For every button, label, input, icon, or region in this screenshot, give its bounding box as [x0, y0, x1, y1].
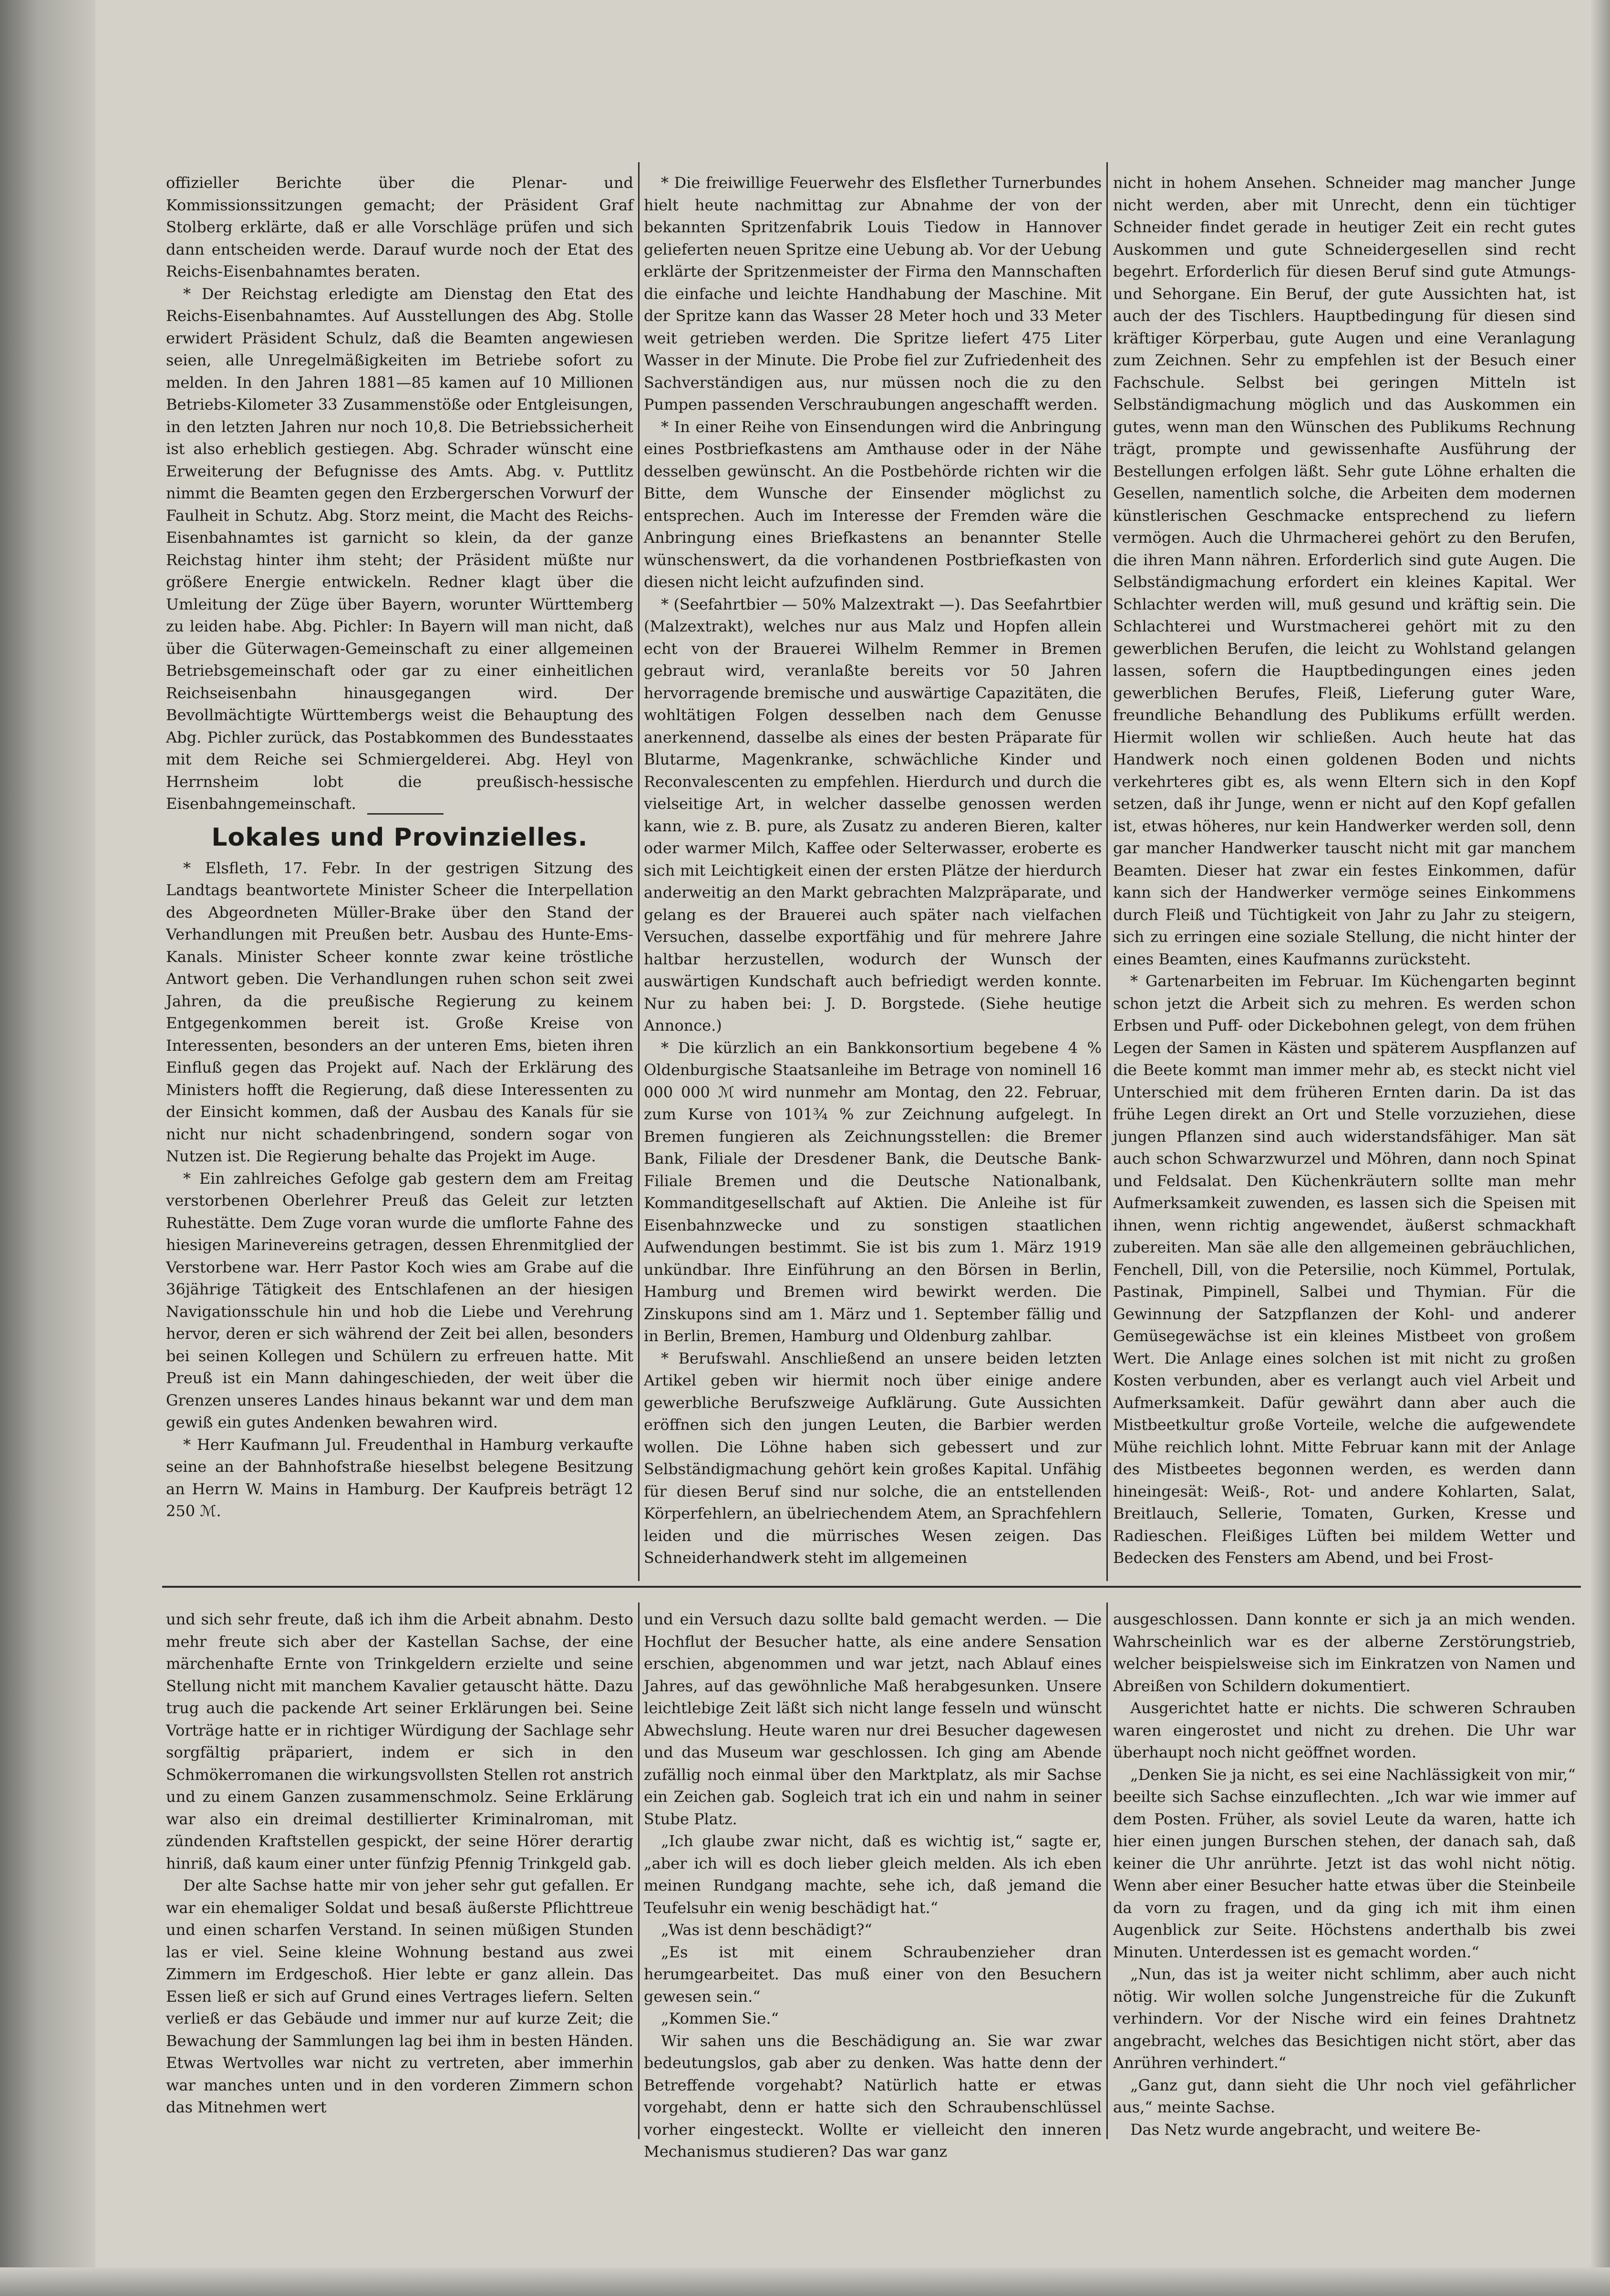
feuilleton-divider	[162, 1586, 1581, 1588]
story-paragraph: Wir sahen uns die Beschädigung an. Sie war zwar bedeutungslos, gab aber zu denken. Was hatte denn der Betreffende vorgehabt? Natürlich hatte er etwas vorgehabt, denn er hatte sich den Schraubenschlüssel vorher eingesteckt. Wollte er vielleicht den inneren Mechanismus studieren? Das war ganz	[644, 2031, 1102, 2161]
story-paragraph: „Nun, das ist ja weiter nicht schlimm, aber auch nicht nötig. Wir wollen solche Jungenstreiche für die Zukunft verhindern. Vor der Nische wird ein feines Drahtnetz angebracht, welches das Besichtigen nicht stört, aber das Anrühren verhindert.“	[1113, 1965, 1576, 2072]
article-paragraph: * Die freiwillige Feuerwehr des Elsflether Turnerbundes hielt heute nachmittag zur Abnahme der von der bekannten Spritzenfabrik Louis Tiedow in Hannover gelieferten neuen Spritze eine Uebung ab. Vor der Uebung erklärte der Spritzenmeister der Firma den Mannschaften die einfache und leichte Handhabung der Maschine. Mit der Spritze kann das Wasser 28 Meter hoch und 33 Meter weit getrieben werden. Die Spritze liefert 475 Liter Wasser in der Minute. Die Probe fiel zur Zufriedenheit des Sachverständigen aus, nur müssen noch die zu den Pumpen passenden Verschraubungen angeschafft werden.	[644, 174, 1102, 414]
column-rule-4	[1106, 1603, 1108, 2139]
article-paragraph: * In einer Reihe von Einsendungen wird die Anbringung eines Postbriefkastens am Amthause oder in der Nähe desselben gewünscht. An die Postbehörde richten wir die Bitte, dem Wunsche der Einsender möglichst zu entsprechen. Auch im Interesse der Fremden wäre die Anbringung eines Briefkastens an benannter Stelle wünschenswert, da die vorhandenen Postbriefkasten von diesen nicht leicht aufzufinden sind.	[644, 417, 1102, 591]
article-paragraph: offizieller Berichte über die Plenar- und Kommissionssitzungen gemacht; der Präsident Graf Stolberg erklärte, daß er alle Vorschläge prüfen und sich dann entscheiden werde. Darauf wurde noch der Etat des Reichs-Eisenbahnamtes beraten.	[166, 174, 633, 280]
article-paragraph: * Der Reichstag erledigte am Dienstag den Etat des Reichs-Eisenbahnamtes. Auf Ausstellungen des Abg. Stolle erwidert Präsident Schulz, daß die Beamten angewiesen seien, alle Unregelmäßigkeiten im Betriebe sofort zu melden. In den Jahren 1881—85 kamen auf 10 Millionen Betriebs-Kilometer 33 Zusammenstöße oder Entgleisungen, in den letzten Jahren nur noch 10,8. Die Betriebssicherheit ist also erheblich gestiegen. Abg. Schrader wünscht eine Erweiterung der Befugnisse des Amts. Abg. v. Puttlitz nimmt die Beamten gegen den Erzbergerschen Vorwurf der Faulheit in Schutz. Abg. Storz meint, die Macht des Reichs-Eisenbahnamtes ist garnicht so klein, da der ganze Reichstag hinter ihm steht; der Präsident müßte nur größere Energie entwickeln. Redner klagt über die Umleitung der Züge über Bayern, worunter Württemberg zu leiden habe. Abg. Pichler: In Bayern will man nicht, daß über die Güterwagen-Gemeinschaft zu einer allgemeinen Betriebsgemeinschaft oder gar zu einer einheitlichen Reichseisenbahn hinausgegangen wird. Der Bevollmächtigte Württembergs weist die Behauptung des Abg. Pichler zurück, das Postabkommen des Bundesstaates mit dem Reiche sei Schmiergelderei. Abg. Heyl von Herrnsheim lobt die preußisch-hessische Eisenbahngemeinschaft.	[166, 284, 633, 813]
story-paragraph: Der alte Sachse hatte mir von jeher sehr gut gefallen. Er war ein ehemaliger Soldat und besaß äußerste Pflichttreue und einen scharfen Verstand. In seinen müßigen Stunden las er viel. Seine kleine Wohnung bestand aus zwei Zimmern im Erdgeschoß. Hier lebte er ganz allein. Das Essen ließ er sich auf Grund eines Vertrages liefern. Selten verließ er das Gebäude und immer nur auf kurze Zeit; die Bewachung der Sammlungen lag bei ihm in besten Händen. Etwas Wertvolles war nicht zu vertreten, aber immerhin war manches unten und in den vorderen Zimmern schon das Mitnehmen wert	[166, 1876, 633, 2116]
story-paragraph: und sich sehr freute, daß ich ihm die Arbeit abnahm. Desto mehr freute sich aber der Kastellan Sachse, der eine märchenhafte Ernte von Trinkgeldern erzielte und seine Stellung nicht mit manchem Kavalier getauscht hätte. Dazu trug auch die packende Art seiner Erklärungen bei. Seine Vorträge hatte er in richtiger Würdigung der Sachlage sehr sorgfältig präpariert, indem er sich in den Schmökerromanen die wirkungsvollsten Stellen rot anstrich und zu einem Ganzen zusammenschmolz. Seine Erklärung war also ein dreimal destillierter Kriminalroman, mit zündenden Kraftstellen gespickt, der seine Hörer derartig hinriß, daß kaum einer unter fünfzig Pfennig Trinkgeld gab.	[166, 1610, 633, 1872]
story-paragraph: „Kommen Sie.“	[661, 2009, 779, 2027]
article-paragraph: * Ein zahlreiches Gefolge gab gestern dem am Freitag verstorbenen Oberlehrer Preuß das Geleit zur letzten Ruhestätte. Dem Zuge voran wurde die umflorte Fahne des hiesigen Marinevereins getragen, dessen Ehrenmitglied der Verstorbene war. Herr Pastor Koch wies am Grabe auf die 36jährige Tätigkeit des Entschlafenen an der hiesigen Navigationsschule hin und hob die Liebe und Verehrung hervor, deren er sich während der Zeit bei allen, besonders bei seinen Kollegen und Schülern zu erfreuen hatte. Mit Preuß ist ein Mann dahingeschieden, der weit über die Grenzen unseres Landes hinaus bekannt war und dem man gewiß ein gutes Andenken bewahren wird.	[166, 1169, 633, 1431]
story-paragraph: Ausgerichtet hatte er nichts. Die schweren Schrauben waren eingerostet und nicht zu drehen. Die Uhr war überhaupt noch nicht geöffnet worden.	[1113, 1699, 1576, 1761]
lower-column-3	[1113, 1608, 1576, 2138]
story-paragraph: „Ganz gut, dann sieht die Uhr noch viel gefährlicher aus,“ meinte Sachse.	[1113, 2076, 1576, 2116]
article-paragraph: * (Seefahrtbier — 50% Malzextrakt —). Das Seefahrtbier (Malzextrakt), welches nur aus Malz und Hopfen allein echt von der Brauerei Wilhelm Remmer in Bremen gebraut wird, veranlaßte bereits vor 50 Jahren hervorragende bremische und auswärtige Capazitäten, die wohltätigen Folgen desselben nach dem Genusse anerkennend, dasselbe als eines der besten Präparate für Blutarme, Magenkranke, schwächliche Kinder und Reconvalescenten zu empfehlen. Hierdurch und durch die vielseitige Art, in welcher dasselbe genossen werden kann, wie z. B. pure, als Zusatz zu anderen Bieren, kalter oder warmer Milch, Kaffee oder Selterwasser, eroberte es sich mit Leichtigkeit einen der ersten Plätze der hierdurch anderweitig an den Markt gebrachten Malzpräparate, und gelang es der Brauerei auch später nach vielfachen Versuchen, dasselbe exportfähig und für mehrere Jahre haltbar herzustellen, wodurch der Wunsch der auswärtigen Kundschaft auch befriedigt werden konnte. Nur zu haben bei: J. D. Borgstede. (Siehe heutige Annonce.)	[644, 595, 1102, 1034]
lower-column-1	[166, 1608, 633, 2138]
scan-border-left	[0, 0, 95, 2296]
scan-border-bottom	[0, 2267, 1610, 2296]
story-paragraph: „Es ist mit einem Schraubenzieher dran herumgearbeitet. Das muß einer von den Besuchern gewesen sein.“	[644, 1943, 1102, 2006]
column-rule-2	[1106, 162, 1108, 1581]
story-paragraph: ausgeschlossen. Dann konnte er sich ja an mich wenden. Wahrscheinlich war es der alberne Zerstörungstrieb, welcher beispielsweise sich im Einkratzen von Namen und Abreißen von Schildern dokumentiert.	[1113, 1610, 1576, 1695]
story-paragraph: „Denken Sie ja nicht, es sei eine Nachlässigkeit von mir,“ beeilte sich Sachse einzuflechten. „Ich war wie immer auf dem Posten. Früher, als soviel Leute da waren, hatte ich hier einen jungen Burschen stehen, der danach sah, daß keiner die Uhr anrührte. Jetzt ist das wohl nicht nötig. Wenn aber einer Besucher hatte etwas über die Steinbeile da vorn zu fragen, und da ging ich mit ihm einen Augenblick zur Seite. Höchstens anderthalb bis zwei Minuten. Unterdessen ist es gemacht worden.“	[1113, 1765, 1576, 1961]
article-paragraph: * Berufswahl. Anschließend an unsere beiden letzten Artikel geben wir hiermit noch über einige andere gewerbliche Berufszweige Aufklärung. Gute Aussichten eröffnen sich den jungen Leuten, die Barbier werden wollen. Die Löhne haben sich gebessert und zur Selbständigmachung gehört kein großes Kapital. Unfähig für diesen Beruf sind nur solche, die an entstellenden Körperfehlern, an übelriechendem Atem, an Sprachfehlern leiden und die mürrisches Wesen zeigen. Das Schneiderhandwerk steht im allgemeinen	[644, 1349, 1102, 1567]
story-paragraph: „Ich glaube zwar nicht, daß es wichtig ist,“ sagte er, „aber ich will es doch lieber gleich melden. Als ich eben meinen Rundgang machte, sehe ich, daß jemand die Teufelsuhr ein wenig beschädigt hat.“	[644, 1832, 1102, 1917]
column-rule-1	[638, 162, 640, 1581]
lower-column-2	[644, 1608, 1102, 2161]
story-paragraph: und ein Versuch dazu sollte bald gemacht werden. — Die Hochflut der Besucher hatte, als eine andere Sensation erschien, abgenommen und war jetzt, nach Ablauf eines Jahres, auf das gewöhnliche Maß herabgesunken. Unsere leichtlebige Zeit läßt sich nicht lange fesseln und wünscht Abwechslung. Heute waren nur drei Besucher dagewesen und das Museum war geschlossen. Ich ging am Abende zufällig noch einmal über den Marktplatz, als mir Sachse ein Zeichen gab. Sogleich trat ich ein und nahm in seiner Stube Platz.	[644, 1610, 1102, 1828]
column-rule-3	[638, 1603, 640, 2139]
article-paragraph: * Herr Kaufmann Jul. Freudenthal in Hamburg verkaufte seine an der Bahnhofstraße hieselbst belegene Besitzung an Herrn W. Mains in Hamburg. Der Kaufpreis beträgt 12 250 ℳ.	[166, 1435, 633, 1520]
story-paragraph: Das Netz wurde angebracht, und weitere Be-	[1130, 2120, 1481, 2139]
upper-column-3	[1113, 172, 1576, 1579]
article-paragraph: * Die kürzlich an ein Bankkonsortium begebene 4 % Oldenburgische Staatsanleihe im Betrage von nominell 16 000 000 ℳ wird nunmehr am Montag, den 22. Februar, zum Kurse von 101¾ % zur Zeichnung aufgelegt. In Bremen fungieren als Zeichnungsstellen: die Bremer Bank, Filiale der Dresdener Bank, die Deutsche Bank-Filiale Bremen und die Deutsche Nationalbank, Kommanditgesellschaft auf Aktien. Die Anleihe ist für Eisenbahnzwecke und zu sonstigen staatlichen Aufwendungen bestimmt. Sie ist bis zum 1. März 1919 unkündbar. Ihre Einführung an den Börsen in Berlin, Hamburg und Bremen wird bewirkt werden. Die Zinskupons sind am 1. März und 1. September fällig und in Berlin, Bremen, Hamburg und Oldenburg zahlbar.	[644, 1038, 1102, 1345]
article-paragraph: nicht in hohem Ansehen. Schneider mag mancher Junge nicht werden, aber mit Unrecht, denn ein tüchtiger Schneider findet gerade in heutiger Zeit ein recht gutes Auskommen und gute Schneidergesellen sind recht begehrt. Erforderlich für diesen Beruf sind gute Atmungs- und Sehorgane. Ein Beruf, der gute Aussichten hat, ist auch der des Tischlers. Hauptbedingung für diesen sind kräftiger Körperbau, gute Augen und eine Veranlagung zum Zeichnen. Sehr zu empfehlen ist der Besuch einer Fachschule. Selbst bei geringen Mitteln ist Selbständigmachung möglich und das Auskommen ein gutes, wenn man den Wünschen des Publikums Rechnung trägt, prompte und gewissenhafte Ausführung der Bestellungen erfolgen läßt. Sehr gute Löhne erhalten die Gesellen, namentlich solche, die Arbeiten dem modernen künstlerischen Geschmacke entsprechend zu liefern vermögen. Auch die Uhrmacherei gehört zu den Berufen, die ihren Mann nähren. Erforderlich sind gute Augen. Die Selbständigmachung erfordert ein kleines Kapital. Wer Schlachter werden will, muß gesund und kräftig sein. Die Schlachterei und Wurstmacherei gehört mit zu den gewerblichen Berufen, die leicht zu Wohlstand gelangen lassen, sofern die Hauptbedingungen eines jeden gewerblichen Berufes, Fleiß, Lieferung guter Ware, freundliche Behandlung des Publikums erfüllt werden. Hiermit wollen wir schließen. Auch heute hat das Handwerk noch einen goldenen Boden und nichts verkehrteres gibt es, als wenn Eltern sich in den Kopf setzen, daß ihr Junge, wenn er nicht auf den Kopf gefallen ist, etwas höheres, nur kein Handwerker werden soll, denn gar mancher Handwerker tauscht nicht mit gar manchem Beamten. Dieser hat zwar ein festes Einkommen, dafür kann sich der Handwerker vermöge seines Einkommens durch Fleiß und Tüchtigkeit von Jahr zu Jahr zu steigern, sich zu erringen eine soziale Stellung, die nicht hinter der eines Beamten, eines Kaufmanns zurücksteht.	[1113, 174, 1576, 968]
section-heading: Lokales und Provinzielles.	[211, 823, 588, 852]
heading-underline	[367, 813, 444, 815]
story-paragraph: „Was ist denn beschädigt?“	[661, 1921, 872, 1939]
article-paragraph: * Elsfleth, 17. Febr. In der gestrigen Sitzung des Landtags beantwortete Minister Scheer die Interpellation des Abgeordneten Müller-Brake über den Stand der Verhandlungen mit Preußen betr. Ausbau des Hunte-Ems-Kanals. Minister Scheer konnte zwar keine tröstliche Antwort geben. Die Verhandlungen ruhen schon seit zwei Jahren, da die preußische Regierung zu keinem Entgegenkommen bereit ist. Große Kreise von Interessenten, besonders an der unteren Ems, bieten ihren Einfluß gegen das Projekt auf. Nach der Erklärung des Ministers hofft die Regierung, daß diese Interessenten zu der Einsicht kommen, daß der Ausbau des Kanals für sie nicht nur nicht schadenbringend, sondern sogar von Nutzen ist. Die Regierung behalte das Projekt im Auge.	[166, 858, 633, 1165]
article-paragraph: * Gartenarbeiten im Februar. Im Küchengarten beginnt schon jetzt die Arbeit sich zu mehren. Es werden schon Erbsen und Puff- oder Dickebohnen gelegt, von dem frühen Legen der Samen in Kästen und späterem Auspflanzen auf die Beete kommt man immer mehr ab, es steckt nicht viel Unterschied mit dem früheren Ernten darin. Da ist das frühe Legen direkt an Ort und Stelle vorzuziehen, diese jungen Pflanzen sind auch widerstandsfähiger. Man sät auch schon Schwarzwurzel und Möhren, dann noch Spinat und Feldsalat. Den Küchenkräutern sollte man mehr Aufmerksamkeit zuwenden, es lassen sich die Speisen mit ihnen, wenn richtig angewendet, äußerst schmackhaft zubereiten. Man säe alle den allgemeinen gebräuchlichen, Fenchell, Dill, von die Petersilie, noch Kümmel, Portulak, Pastinak, Pimpinell, Salbei und Thymian. Für die Gewinnung der Satzpflanzen der Kohl- und anderer Gemüsegewächse ist ein kleines Mistbeet von großem Wert. Die Anlage eines solchen ist mit nicht zu großen Kosten verbunden, aber es verlangt auch viel Arbeit und Aufmerksamkeit. Dafür gewährt dann aber auch die Mistbeetkultur große Vorteile, welche die aufgewendete Mühe reichlich lohnt. Mitte Februar kann mit der Anlage des Mistbeetes begonnen werden, es werden dann hineingesät: Weiß-, Rot- und andere Kohlarten, Salat, Breitlauch, Sellerie, Tomaten, Gurken, Kresse und Radieschen. Fleißiges Lüften bei mildem Wetter und Bedecken des Fensters am Abend, und bei Frost-	[1113, 972, 1576, 1567]
upper-column-2	[644, 172, 1102, 1579]
scan-border-right	[1591, 0, 1610, 2296]
upper-column-1	[166, 172, 633, 1579]
